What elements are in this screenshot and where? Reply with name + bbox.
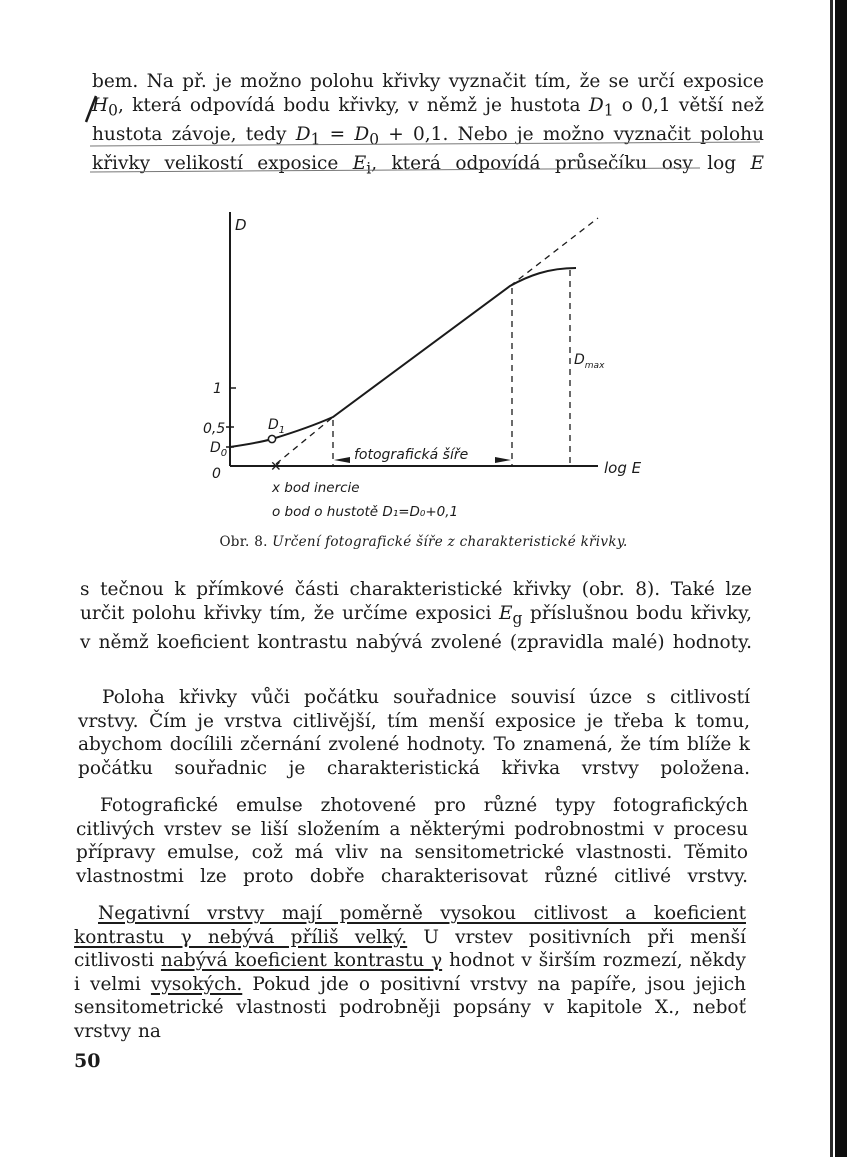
legend-density: o bod o hustotě D₁=D₀+0,1 xyxy=(272,504,459,520)
pen-underline xyxy=(90,168,700,172)
paragraph-5: Negativní vrstvy mají poměrně vysokou citlivost a koeficient kontrastu γ nebývá příliš velký. U vrstev positivních při menší citlivosti nabývá koeficient kontrastu γ hodnot v širším rozmezí, někdy i velmi vysokých. Pokud jde o positivní vrstvy na papíře, jsou jejich sensitometrické vlastnosti podrobněji popsány v kapitole X., neboť vrstvy na xyxy=(74,903,747,1042)
underlined-text: vysokých. xyxy=(150,973,243,995)
latitude-arrow-left xyxy=(334,457,350,463)
tangent-upper xyxy=(510,218,598,286)
paragraph-4: Fotografické emulse zhotovené pro různé typy fotografických citlivých vrstev se liší složením a některými podrobnostmi v procesu přípravy emulse, což má vliv na sensitometrické vlastnosti. Těmito vlastnostmi lze proto dobře charakterisovat různé citlivé vrstvy. xyxy=(76,795,748,887)
tick-label-05: 0,5 xyxy=(203,421,226,437)
page-number: 50 xyxy=(74,1050,101,1072)
density-point xyxy=(268,435,275,442)
tick-label-d0: $D_0$ xyxy=(210,440,228,459)
dmax-label: $D_{max}$ xyxy=(574,352,605,371)
underlined-text: Negativní vrstvy mají poměrně vysokou citlivost a koeficient kontrastu γ nebývá příliš velký. xyxy=(74,903,746,948)
figure-caption: Obr. 8. Určení fotografické šíře z charakteristické křivky. xyxy=(219,534,628,550)
point-label-d1: $D_1$ xyxy=(268,417,286,436)
latitude-arrow-right xyxy=(495,457,511,463)
tick-label-0: 0 xyxy=(212,466,221,482)
pen-mark xyxy=(86,96,96,122)
paragraph-3: Poloha křivky vůči počátku souřadnice souvisí úzce s citlivostí vrstvy. Čím je vrstva citlivější, tím menší exposice je třeba k tomu, abychom docílili zčernání zvolené hodnoty. To znamená, že tím blíže k počátku souřadnic je charakteristická křivka vrstvy položena. xyxy=(78,687,750,779)
x-axis-label: log E xyxy=(604,459,642,477)
inertia-point: ✕ xyxy=(270,459,282,475)
paragraph-2: s tečnou k přímkové části charakteristické křivky (obr. 8). Také lze určit polohu křivky tím, že určíme exposici $E_g$ příslušnou bodu křivky, v němž koeficient kontrastu nabývá zvolené (zpravidla malé) hodnoty. xyxy=(80,579,752,653)
pen-underline xyxy=(90,142,760,146)
tick-label-1: 1 xyxy=(213,381,222,397)
paragraph-top: bem. Na př. je možno polohu křivky vyznačit tím, že se určí exposice $H_0$, která odpovídá bodu křivky, v němž je hustota $D_1$ o 0,1 větší než hustota závoje, tedy $D_1 = D_0 + 0,1$. Nebo je možno vyznačit polohu křivky velikostí exposice $E_i$, která odpovídá průsečíku osy log E xyxy=(92,71,765,178)
underlined-text: nabývá koeficient kontrastu γ xyxy=(160,950,443,971)
latitude-label: fotografická šíře xyxy=(354,447,469,463)
legend-inertia: x bod inercie xyxy=(272,480,360,496)
y-axis-label: D xyxy=(235,216,247,234)
characteristic-curve xyxy=(230,268,576,447)
